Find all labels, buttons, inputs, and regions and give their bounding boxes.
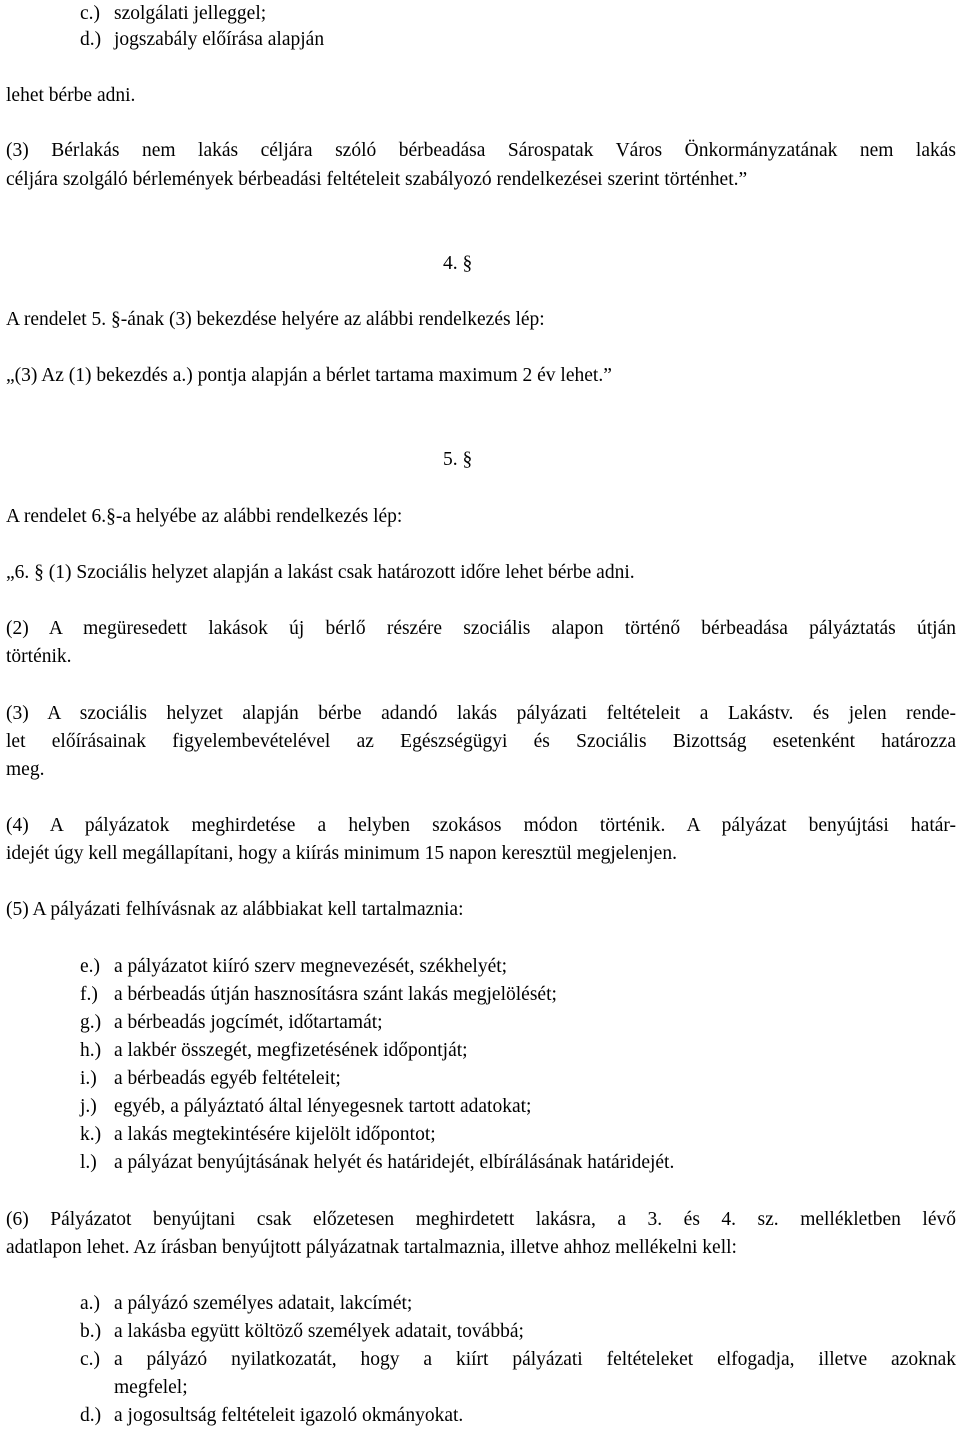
list-item — [80, 26, 324, 54]
paragraph: „(3) Az (1) bekezdés a.) pontja alapján a bérlet tartama maximum 2 év lehet.” — [6, 365, 612, 386]
list-label: g.) — [80, 1012, 102, 1033]
list-label: e.) — [80, 956, 101, 977]
paragraph-line: céljára szolgáló bérlemények bérbeadási feltételeit szabályozó rendelkezései szerint történhet.” — [6, 169, 748, 190]
list-label: c.) — [80, 3, 101, 24]
paragraph: (5) A pályázati felhívásnak az alábbiakat kell tartalmaznia: — [6, 899, 464, 920]
list-label: j.) — [80, 1096, 97, 1117]
list-text: a bérbeadás útján hasznosításra szánt lakás megjelölését; — [114, 984, 557, 1005]
list-text: a pályázó személyes adatait, lakcímét; — [114, 1293, 413, 1314]
list-label: b.) — [80, 1321, 102, 1342]
list-text: jogszabály előírása alapján — [114, 29, 325, 50]
paragraph: A rendelet 6.§-a helyébe az alábbi rendelkezés lép: — [6, 506, 403, 527]
list-label: h.) — [80, 1040, 102, 1061]
list-item — [80, 953, 507, 981]
list-item — [80, 1065, 341, 1093]
list-text: a pályázatot kiíró szerv megnevezését, székhelyét; — [114, 956, 508, 977]
list-item-continuation — [114, 1374, 188, 1402]
paragraph-line: meg. — [6, 759, 45, 780]
paragraph-line: let előírásainak figyelembevételével az Egészségügyi és Szociális Bizottság esetenként határozza — [6, 731, 956, 752]
list-text: a bérbeadás jogcímét, időtartamát; — [114, 1012, 383, 1033]
paragraph-line: történik. — [6, 646, 72, 667]
paragraph-line: idejét úgy kell megállapítani, hogy a kiírás minimum 15 napon keresztül megjelenjen. — [6, 843, 677, 864]
paragraph: lehet bérbe adni. — [6, 85, 136, 106]
section-heading: 4. § — [443, 253, 473, 274]
list-text: szolgálati jelleggel; — [114, 3, 267, 24]
section-heading: 5. § — [443, 449, 473, 470]
list-item — [80, 1346, 956, 1374]
list-text: a lakásba együtt költöző személyek adatait, továbbá; — [114, 1321, 524, 1342]
paragraph: A rendelet 5. §-ának (3) bekezdése helyére az alábbi rendelkezés lép: — [6, 309, 545, 330]
list-label: l.) — [80, 1152, 97, 1173]
list-item — [80, 1121, 436, 1149]
list-item — [80, 1093, 531, 1121]
list-item — [80, 0, 266, 28]
paragraph-line: (3) A szociális helyzet alapján bérbe adandó lakás pályázati feltételeit a Lakástv. és jelen rende- — [6, 703, 956, 724]
list-label: d.) — [80, 29, 102, 50]
list-item — [80, 1149, 674, 1177]
list-text: a pályázat benyújtásának helyét és határidejét, elbírálásának határidejét. — [114, 1152, 675, 1173]
list-item — [80, 1037, 468, 1065]
list-item — [80, 981, 557, 1009]
list-text: a jogosultság feltételeit igazoló okmányokat. — [114, 1405, 464, 1426]
list-text: egyéb, a pályáztató által lényegesnek tartott adatokat; — [114, 1096, 532, 1117]
list-label: f.) — [80, 984, 98, 1005]
list-text: a pályázó nyilatkozatát, hogy a kiírt pályázati feltételeket elfogadja, illetve azoknak — [114, 1349, 956, 1370]
list-text: a bérbeadás egyéb feltételeit; — [114, 1068, 341, 1089]
list-label: d.) — [80, 1405, 102, 1426]
list-text: a lakbér összegét, megfizetésének időpontját; — [114, 1040, 468, 1061]
list-label: a.) — [80, 1293, 101, 1314]
paragraph-line: (3) Bérlakás nem lakás céljára szóló bérbeadása Sárospatak Város Önkormányzatának nem lakás — [6, 140, 956, 161]
list-label: k.) — [80, 1124, 102, 1145]
list-item — [80, 1290, 412, 1318]
paragraph-line: adatlapon lehet. Az írásban benyújtott pályázatnak tartalmaznia, illetve ahhoz mellékelni kell: — [6, 1237, 737, 1258]
list-label: c.) — [80, 1349, 101, 1370]
paragraph: „6. § (1) Szociális helyzet alapján a lakást csak határozott időre lehet bérbe adni. — [6, 562, 635, 583]
list-item — [80, 1009, 383, 1037]
list-text: a lakás megtekintésére kijelölt időpontot; — [114, 1124, 436, 1145]
paragraph-line: (6) Pályázatot benyújtani csak előzetesen meghirdetett lakásra, a 3. és 4. sz. mellékletben lévő — [6, 1209, 956, 1230]
paragraph-line: (2) A megüresedett lakások új bérlő részére szociális alapon történő bérbeadása pályáztatás útján — [6, 618, 956, 639]
list-item — [80, 1318, 524, 1346]
list-label: i.) — [80, 1068, 97, 1089]
paragraph-line: (4) A pályázatok meghirdetése a helyben szokásos módon történik. A pályázat benyújtási határ- — [6, 815, 956, 836]
list-item — [80, 1402, 463, 1430]
list-text: megfelel; — [114, 1377, 188, 1398]
